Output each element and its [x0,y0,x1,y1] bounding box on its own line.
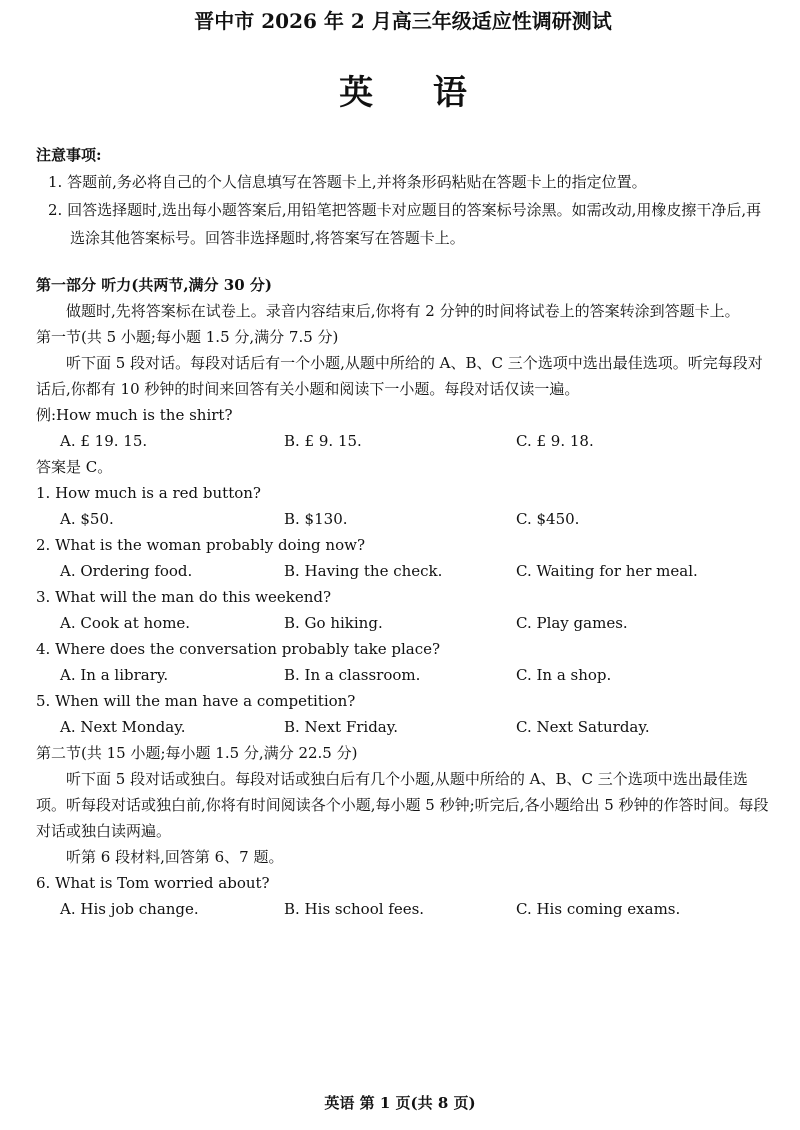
option-c: C. In a shop. [516,666,612,684]
option-a: A. Next Monday. [60,718,186,736]
section1-instructions: 听下面 5 段对话。每段对话后有一个小题,从题中所给的 A、B、C 三个选项中选出最佳选项。听完每段对话后,你都有 10 秒钟的时间来回答有关小题和阅读下一小题。每段对话仅读一遍。 [36,354,763,398]
option-a: A. $50. [60,510,114,528]
question-3-options [36,610,770,636]
material-note: 听第 6 段材料,回答第 6、7 题。 [66,848,284,866]
option-b: B. In a classroom. [284,666,421,684]
option-b: B. Having the check. [284,562,443,580]
question-3: 3. What will the man do this weekend? [36,588,332,606]
example-answer: 答案是 C。 [36,458,113,476]
option-b: B. Next Friday. [284,718,398,736]
question-4-options [36,662,770,688]
question-4: 4. Where does the conversation probably take place? [36,640,441,658]
section2 [36,740,770,922]
section1 [36,324,770,740]
option-a: A. Cook at home. [60,614,191,632]
option-c: C. $450. [516,510,580,528]
notice-item-1: 1. 答题前,务必将自己的个人信息填写在答题卡上,并将条形码粘贴在答题卡上的指定位置。 [48,173,647,191]
example-question: 例:How much is the shirt? [36,406,233,424]
part1-section [36,272,770,324]
part1-heading: 第一部分 听力(共两节,满分 30 分) [36,276,272,294]
question-6-options [36,896,770,922]
section2-heading: 第二节(共 15 小题;每小题 1.5 分,满分 22.5 分) [36,744,358,762]
subject-title: 英 语 [339,73,491,113]
option-c: C. His coming exams. [516,900,681,918]
example-options [36,428,770,454]
option-b: B. Go hiking. [284,614,383,632]
option-c: C. Next Saturday. [516,718,650,736]
question-5: 5. When will the man have a competition? [36,692,356,710]
notice-section [36,142,770,252]
exam-title: 晋中市 2026 年 2 月高三年级适应性调研测试 [194,9,612,33]
question-6: 6. What is Tom worried about? [36,874,270,892]
option-b: B. His school fees. [284,900,425,918]
option-a: A. £ 19. 15. [60,432,148,450]
question-5-options [36,714,770,740]
section1-heading: 第一节(共 5 小题;每小题 1.5 分,满分 7.5 分) [36,328,339,346]
option-a: A. In a library. [60,666,169,684]
notice-heading: 注意事项: [36,146,102,164]
option-c: C. Play games. [516,614,628,632]
option-a: A. Ordering food. [60,562,193,580]
question-2: 2. What is the woman probably doing now? [36,536,365,554]
option-b: B. £ 9. 15. [284,432,362,450]
option-b: B. $130. [284,510,348,528]
option-a: A. His job change. [60,900,199,918]
part1-instructions: 做题时,先将答案标在试卷上。录音内容结束后,你将有 2 分钟的时间将试卷上的答案转涂到答题卡上。 [66,302,740,320]
option-c: C. Waiting for her meal. [516,562,698,580]
question-1: 1. How much is a red button? [36,484,261,502]
option-c: C. £ 9. 18. [516,432,594,450]
page-footer: 英语 第 1 页(共 8 页) [324,1094,476,1112]
notice-item-2: 2. 回答选择题时,选出每小题答案后,用铅笔把答题卡对应题目的答案标号涂黑。如需改动,用橡皮擦干净后,再选涂其他答案标号。回答非选择题时,将答案写在答题卡上。 [48,201,762,247]
question-2-options [36,558,770,584]
section2-instructions: 听下面 5 段对话或独白。每段对话或独白后有几个小题,从题中所给的 A、B、C 三个选项中选出最佳选项。听每段对话或独白前,你将有时间阅读各个小题,每小题 5 秒钟;听完后,各小题给出 5 秒钟的作答时间。每段对话或独白读两遍。 [36,770,769,840]
question-1-options [36,506,770,532]
